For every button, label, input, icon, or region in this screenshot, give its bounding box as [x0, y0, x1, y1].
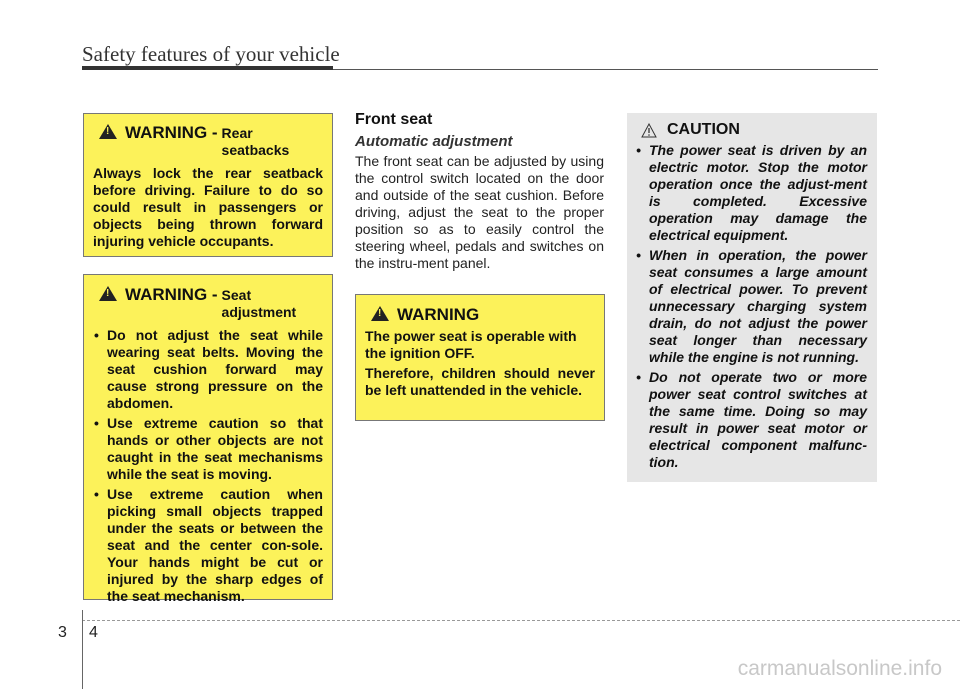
warning-text: Always lock the rear seatback before driving. Failure to do so could result in passengers or objects being thrown forward injuring vehicle occupants.: [93, 165, 323, 249]
warning-topic-line2: adjustment: [221, 304, 297, 320]
warning-label: WARNING: [397, 305, 480, 324]
caution-list: [635, 142, 867, 471]
warning-triangle-icon: [371, 306, 389, 321]
warning-label: WARNING -: [125, 123, 218, 142]
warning-seat-adjustment-box: [83, 274, 333, 604]
warning-power-seat-box: [355, 294, 605, 421]
list-item: • Use extreme caution when picking small objects trapped under the seats or between the seat and the center con-sole. Your hands might be cut or injured by the sharp edges of the seat mechanism.: [93, 486, 323, 605]
warning-triangle-icon: [99, 124, 117, 139]
warning-triangle-icon: [99, 286, 117, 301]
header-rule-thin: [333, 69, 878, 70]
warning-rear-seatbacks-box: [83, 113, 333, 257]
warning-topic-line1: Rear: [221, 125, 253, 141]
section-body: The front seat can be adjusted by using the control switch located on the door and outside of the seat cushion. Before driving, adjust the seat to the proper position so as to easily control the steering wheel, pedals and switches on the instru-ment panel.: [355, 153, 604, 271]
page-number: 4: [89, 624, 98, 641]
section-title: Front seat: [355, 111, 433, 128]
warning-topic: [222, 123, 290, 159]
list-item: • Do not operate two or more power seat control switches at the same time. Doing so may result in power seat motor or electrical component malfunc-tion.: [635, 369, 867, 471]
section-subtitle: Automatic adjustment: [355, 133, 513, 150]
watermark: carmanualsonline.info: [737, 657, 942, 680]
warning-topic: [222, 285, 297, 321]
list-item: • Do not adjust the seat while wearing seat belts. Moving the seat cushion forward may cause strong pressure on the abdomen.: [93, 327, 323, 412]
warning-header: [365, 305, 595, 325]
list-item: • When in operation, the power seat consumes a large amount of electrical power. To prevent unnecessary charging system drain, do not adjust the power seat longer than necessary while the engine is not running.: [635, 247, 867, 366]
caution-triangle-icon: [641, 123, 657, 138]
chapter-number: 3: [58, 624, 67, 641]
warning-topic-line1: Seat: [221, 287, 252, 303]
warning-header: [93, 285, 323, 321]
header-title: Safety features of your vehicle: [82, 42, 340, 66]
caution-label: CAUTION: [667, 121, 740, 138]
warning-paragraph: The power seat is operable with the ignition OFF.: [365, 328, 577, 361]
footer-rule: [82, 620, 960, 621]
warning-label: WARNING -: [125, 285, 218, 304]
front-seat-section: [355, 111, 604, 272]
warning-header: [93, 123, 323, 159]
warning-topic-line2: seatbacks: [221, 142, 290, 158]
caution-header: [635, 121, 867, 139]
warning-list: [93, 327, 323, 605]
header-rule: [82, 66, 333, 70]
footer-divider: [82, 610, 83, 689]
warning-paragraph: Therefore, children should never be left unattended in the vehicle.: [365, 365, 595, 398]
list-item: • Use extreme caution so that hands or other objects are not caught in the seat mechanisms while the seat is moving.: [93, 415, 323, 483]
list-item: • The power seat is driven by an electric motor. Stop the motor operation once the adjust-ment is completed. Excessive operation may damage the electrical equipment.: [635, 142, 867, 244]
caution-box: [627, 113, 877, 482]
